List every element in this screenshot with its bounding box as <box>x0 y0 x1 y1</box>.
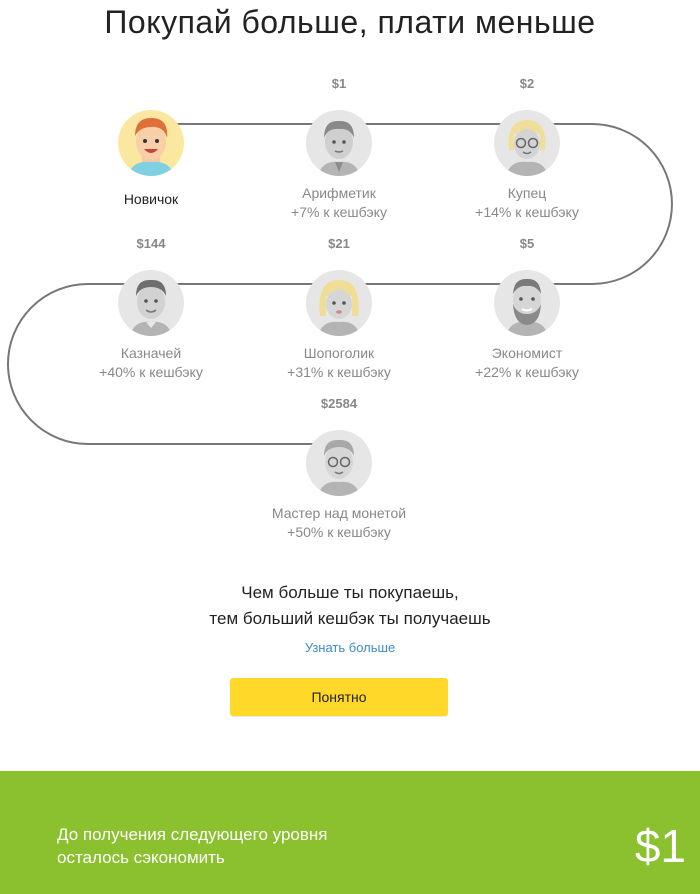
footer-amount: $1 <box>634 820 686 872</box>
level-price: $144 <box>136 236 166 251</box>
level-arithmetic <box>239 76 439 222</box>
level-name: Мастер над монетой <box>271 505 407 521</box>
level-bonus: +40% к кешбэку <box>99 364 203 380</box>
level-name: Новичок <box>123 191 179 207</box>
level-price: $21 <box>328 236 350 251</box>
level-bonus: +50% к кешбэку <box>287 524 391 540</box>
level-master <box>239 396 439 542</box>
description-line-2: тем больший кешбэк ты получаешь <box>209 609 491 628</box>
level-bonus: +31% к кешбэку <box>287 364 391 380</box>
level-price: $2584 <box>320 396 358 411</box>
footer-line-1: До получения следующего уровня <box>57 825 328 844</box>
level-merchant <box>427 76 627 222</box>
level-price: $5 <box>519 236 535 251</box>
page-title: Покупай больше, плати меньше <box>104 4 596 40</box>
description-line-1: Чем больше ты покупаешь, <box>241 583 459 602</box>
description <box>0 580 700 632</box>
level-name: Арифметик <box>302 185 376 201</box>
shopaholic-avatar-icon <box>306 270 372 336</box>
level-name: Купец <box>507 185 547 201</box>
level-economist <box>427 236 627 382</box>
master-avatar-icon <box>306 430 372 496</box>
economist-avatar-icon <box>494 270 560 336</box>
ok-button[interactable]: Понятно <box>230 678 448 716</box>
treasurer-avatar-icon <box>118 270 184 336</box>
footer-text <box>57 823 327 869</box>
learn-more-link[interactable]: Узнать больше <box>304 640 396 655</box>
level-bonus: +22% к кешбэку <box>475 364 579 380</box>
novice-avatar-icon <box>118 110 184 176</box>
level-price: $2 <box>519 76 535 91</box>
level-name: Экономист <box>491 345 563 361</box>
merchant-avatar-icon <box>494 110 560 176</box>
level-novice <box>51 110 251 208</box>
level-price: $1 <box>331 76 347 91</box>
level-name: Казначей <box>120 345 182 361</box>
level-name: Шопоголик <box>303 345 375 361</box>
footer-line-2: осталось сэкономить <box>57 848 225 867</box>
level-bonus: +7% к кешбэку <box>291 204 387 220</box>
level-shopaholic <box>239 236 439 382</box>
footer-banner <box>0 771 700 894</box>
level-treasurer <box>51 236 251 382</box>
arithmetic-avatar-icon <box>306 110 372 176</box>
level-bonus: +14% к кешбэку <box>475 204 579 220</box>
